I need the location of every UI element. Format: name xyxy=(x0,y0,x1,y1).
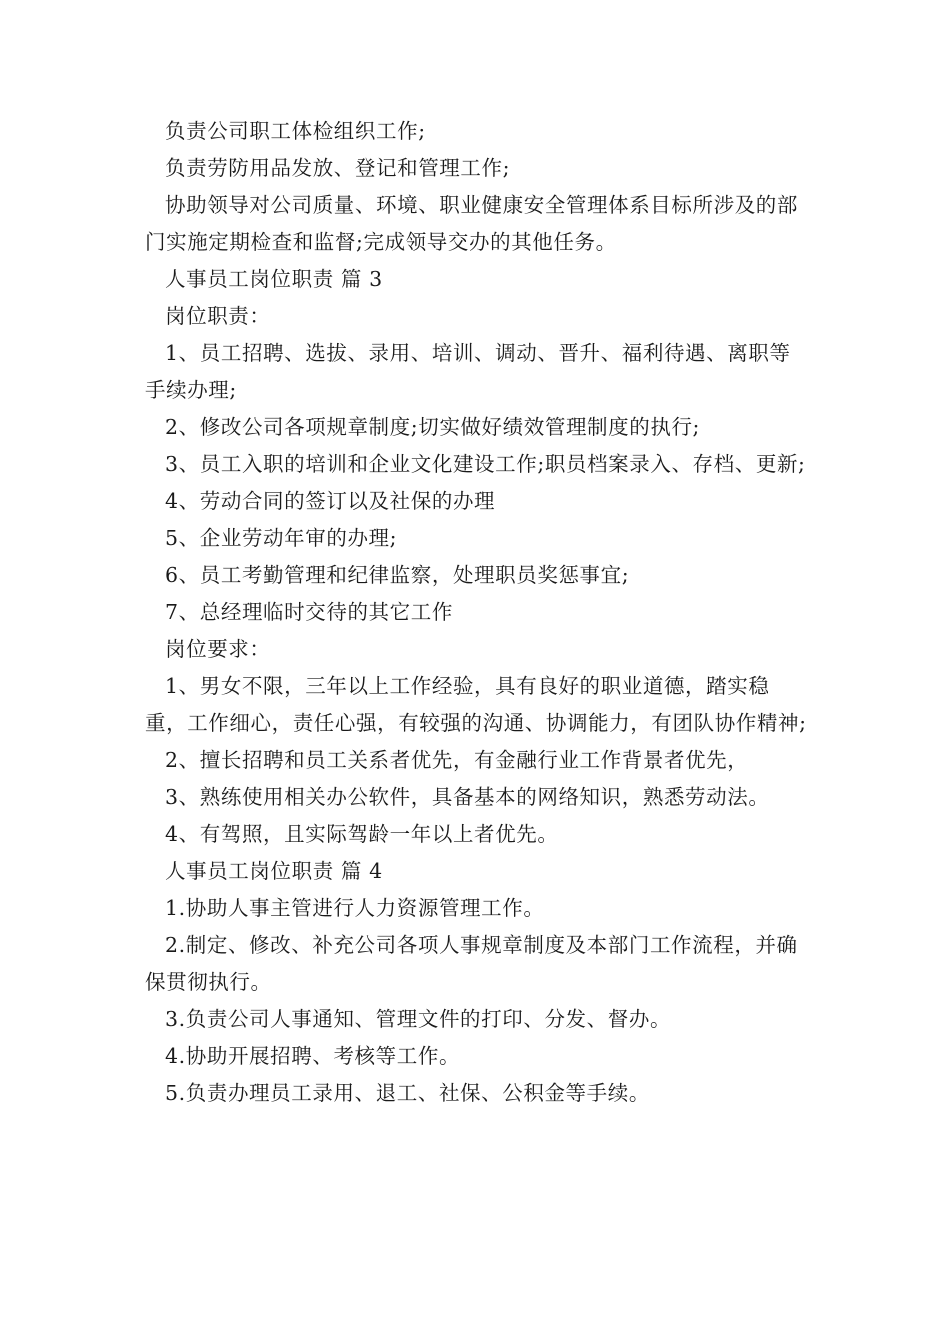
list-item: 4、劳动合同的签订以及社保的办理 xyxy=(165,489,496,513)
list-item: 5.负责办理员工录用、退工、社保、公积金等手续。 xyxy=(165,1081,650,1105)
list-item: 1、男女不限，三年以上工作经验，具有良好的职业道德，踏实稳重，工作细心，责任心强，有较强的沟通、协调能力，有团队协作精神; xyxy=(145,674,807,735)
section-heading: 人事员工岗位职责 篇 4 xyxy=(165,859,383,883)
subheading: 岗位职责： xyxy=(165,304,271,328)
list-item: 2、修改公司各项规章制度;切实做好绩效管理制度的执行; xyxy=(165,415,701,439)
list-item: 3、员工入职的培训和企业文化建设工作;职员档案录入、存档、更新; xyxy=(165,452,806,476)
list-item: 2.制定、修改、补充公司各项人事规章制度及本部门工作流程，并确保贯彻执行。 xyxy=(145,933,798,994)
list-item: 4、有驾照，且实际驾龄一年以上者优先。 xyxy=(165,822,559,846)
list-item: 1.协助人事主管进行人力资源管理工作。 xyxy=(165,896,545,920)
paragraph: 负责劳防用品发放、登记和管理工作; xyxy=(165,156,511,180)
list-item: 7、总经理临时交待的其它工作 xyxy=(165,600,453,624)
subheading: 岗位要求： xyxy=(165,637,271,661)
paragraph: 负责公司职工体检组织工作; xyxy=(165,119,426,143)
list-item: 6、员工考勤管理和纪律监察，处理职员奖惩事宜; xyxy=(165,563,630,587)
document-body xyxy=(145,113,810,1112)
list-item: 2、擅长招聘和员工关系者优先，有金融行业工作背景者优先， xyxy=(165,748,749,772)
list-item: 1、员工招聘、选拔、录用、培训、调动、晋升、福利待遇、离职等手续办理; xyxy=(145,341,791,402)
section-heading: 人事员工岗位职责 篇 3 xyxy=(165,267,383,291)
list-item: 3.负责公司人事通知、管理文件的打印、分发、督办。 xyxy=(165,1007,672,1031)
list-item: 5、企业劳动年审的办理; xyxy=(165,526,398,550)
list-item: 4.协助开展招聘、考核等工作。 xyxy=(165,1044,461,1068)
paragraph: 协助领导对公司质量、环境、职业健康安全管理体系目标所涉及的部门实施定期检查和监督;完成领导交办的其他任务。 xyxy=(145,193,798,254)
list-item: 3、熟练使用相关办公软件，具备基本的网络知识，熟悉劳动法。 xyxy=(165,785,770,809)
